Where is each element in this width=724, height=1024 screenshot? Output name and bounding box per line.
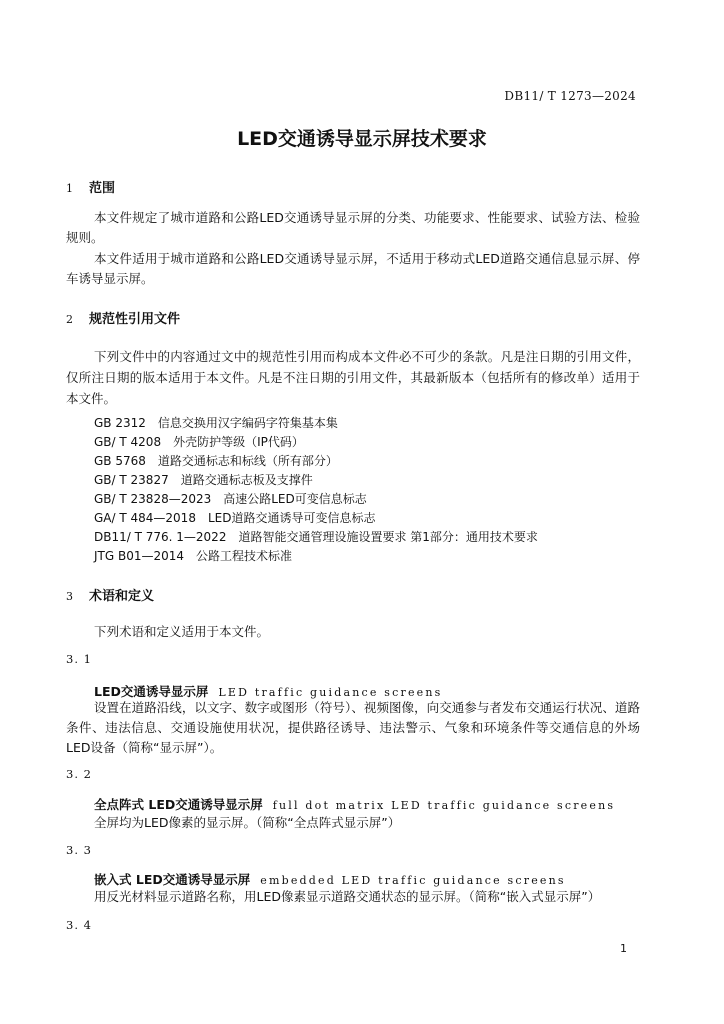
document-title: LED交通诱导显示屏技术要求 <box>237 128 487 150</box>
clause-number: 3. 4 <box>66 918 92 932</box>
term-definition: 全屏均为LED像素的显示屏。（简称“全点阵式显示屏”） <box>94 815 401 830</box>
paragraph: 本文件规定了城市道路和公路LED交通诱导显示屏的分类、功能要求、性能要求、试验方法、检验规则。 <box>66 210 640 245</box>
reference-name: 高速公路LED可变信息标志 <box>223 492 367 506</box>
section-number: 2 <box>66 313 73 326</box>
reference-item <box>94 414 338 431</box>
term-definition: 设置在道路沿线，以文字、数字或图形（符号）、视频图像，向交通参与者发布交通运行状况、道路条件、违法信息、交通设施使用状况，提供路径诱导、违法警示、气象和环境条件等交通信息的外场LED设备（简称“显示屏”）。 <box>66 700 640 755</box>
page-number: 1 <box>620 942 627 955</box>
reference-code: GB 5768 <box>94 454 146 468</box>
clause-number: 3. 3 <box>66 843 92 857</box>
reference-item <box>94 452 338 469</box>
section-heading <box>66 308 180 327</box>
paragraph: 下列术语和定义适用于本文件。 <box>94 624 270 639</box>
reference-name: 道路交通标志和标线（所有部分） <box>157 454 338 468</box>
clause-number: 3. 2 <box>66 767 92 781</box>
reference-code: GB/ T 23828—2023 <box>94 492 212 506</box>
paragraph: 下列文件中的内容通过文中的规范性引用而构成本文件必不可少的条款。凡是注日期的引用文件，仅所注日期的版本适用于本文件。凡是不注日期的引用文件，其最新版本（包括所有的修改单）适用于本文件。 <box>66 349 640 406</box>
term-english: embedded LED traffic guidance screens <box>260 874 566 887</box>
reference-item <box>94 471 313 488</box>
document-number: DB11/ T 1273—2024 <box>504 89 636 103</box>
reference-item <box>94 433 304 450</box>
section-number: 3 <box>66 590 73 603</box>
reference-item <box>94 509 375 526</box>
reference-code: GB/ T 23827 <box>94 473 169 487</box>
term-definition: 用反光材料显示道路名称，用LED像素显示道路交通状态的显示屏。（简称“嵌入式显示屏”） <box>94 889 601 904</box>
term-english: LED traffic guidance screens <box>218 686 443 699</box>
term-heading <box>94 870 566 888</box>
reference-code: GB/ T 4208 <box>94 435 162 449</box>
reference-name: LED道路交通诱导可变信息标志 <box>207 511 376 525</box>
reference-code: DB11/ T 776. 1—2022 <box>94 530 227 544</box>
reference-name: 信息交换用汉字编码字符集基本集 <box>157 416 338 430</box>
reference-code: JTG B01—2014 <box>94 549 185 563</box>
term-chinese: 全点阵式 LED交通诱导显示屏 <box>94 797 263 812</box>
term-english: full dot matrix LED traffic guidance screens <box>272 799 616 812</box>
reference-name: 外壳防护等级（IP代码） <box>173 435 304 449</box>
clause-number: 3. 1 <box>66 652 92 666</box>
reference-item <box>94 528 538 545</box>
section-title: 术语和定义 <box>89 589 155 604</box>
section-title: 范围 <box>89 181 116 196</box>
reference-item <box>94 547 292 564</box>
section-number: 1 <box>66 182 73 195</box>
reference-code: GB 2312 <box>94 416 146 430</box>
section-heading <box>66 177 115 196</box>
reference-name: 道路交通标志板及支撑件 <box>180 473 313 487</box>
term-chinese: 嵌入式 LED交通诱导显示屏 <box>94 872 251 887</box>
section-heading <box>66 585 154 604</box>
reference-name: 公路工程技术标准 <box>196 549 293 563</box>
term-chinese: LED交通诱导显示屏 <box>94 684 209 699</box>
reference-item <box>94 490 367 507</box>
term-heading <box>94 795 615 813</box>
paragraph: 本文件适用于城市道路和公路LED交通诱导显示屏，不适用于移动式LED道路交通信息显示屏、停车诱导显示屏。 <box>66 251 640 286</box>
reference-name: 道路智能交通管理设施设置要求 第1部分：通用技术要求 <box>238 530 538 544</box>
section-title: 规范性引用文件 <box>89 312 181 327</box>
reference-code: GA/ T 484—2018 <box>94 511 196 525</box>
